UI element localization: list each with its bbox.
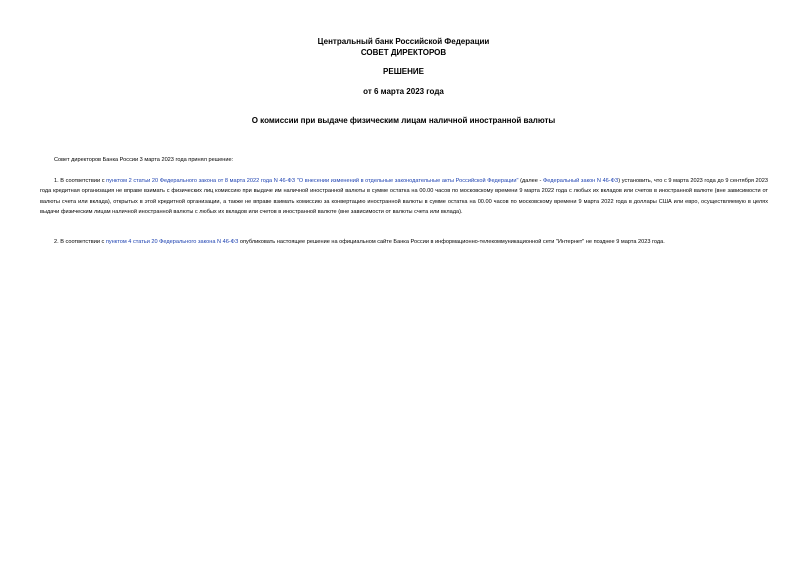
law-46fz-link[interactable]: Федеральный закон N 46-ФЗ [543, 178, 619, 184]
paragraph-2-text-start: 2. В соответствии с [54, 239, 106, 245]
paragraph-2-text-end: опубликовать настоящее решение на официальном сайте Банка России в информационно-телекоммуникационной сети "Интернет" не позднее 9 марта 2023 года. [238, 239, 665, 245]
issuer-name: Центральный банк Российской Федерации [317, 37, 490, 46]
document-header [0, 36, 807, 58]
law-46fz-article-20-p2-link[interactable]: пунктом 2 статьи 20 Федерального закона от 8 марта 2022 года N 46-ФЗ "О внесении изменений в отдельные законодательные акты Российской Федерации" [106, 178, 519, 184]
decision-label: РЕШЕНИЕ [383, 67, 424, 76]
paragraph-1-text-start: 1. В соответствии с [54, 178, 107, 184]
intro-paragraph: Совет директоров Банка России 3 марта 2023 года принял решение: [54, 157, 234, 163]
document-title: О комиссии при выдаче физическим лицам наличной иностранной валюты [251, 116, 556, 125]
decision-date: от 6 марта 2023 года [363, 87, 444, 96]
law-46fz-article-20-p4-link[interactable]: пунктом 4 статьи 20 Федерального закона N 46-ФЗ [105, 239, 239, 245]
paragraph-1-text-middle: (далее - [518, 178, 544, 184]
paragraph-2 [40, 237, 768, 247]
paragraph-1 [40, 176, 768, 218]
paragraph-1-text-end: ) установить, что с 9 марта 2023 года до 9 сентября 2023 года кредитная организация не вправе взимать с физических лиц комиссию при выдаче им наличной иностранной валюты в сумме остатка на 00.00 часов по московскому времени 9 марта 2022 года с любых их вкладов или счетов в иностранной валюте (вне зависимости от валюты счета или вклада), открытых в этой кредитной организации, а также не вправе взимать комиссию за конвертацию иностранной валюты в сумме остатка на 00.00 часов по московскому времени 9 марта 2022 года в доллары США или евро, осуществляемую в целях выдачи физическим лицам наличной иностранной валюты с любых их вкладов или счетов в иностранной валюте (вне зависимости от валюты счета или вклада). [40, 178, 768, 216]
board-name: СОВЕТ ДИРЕКТОРОВ [360, 48, 447, 57]
